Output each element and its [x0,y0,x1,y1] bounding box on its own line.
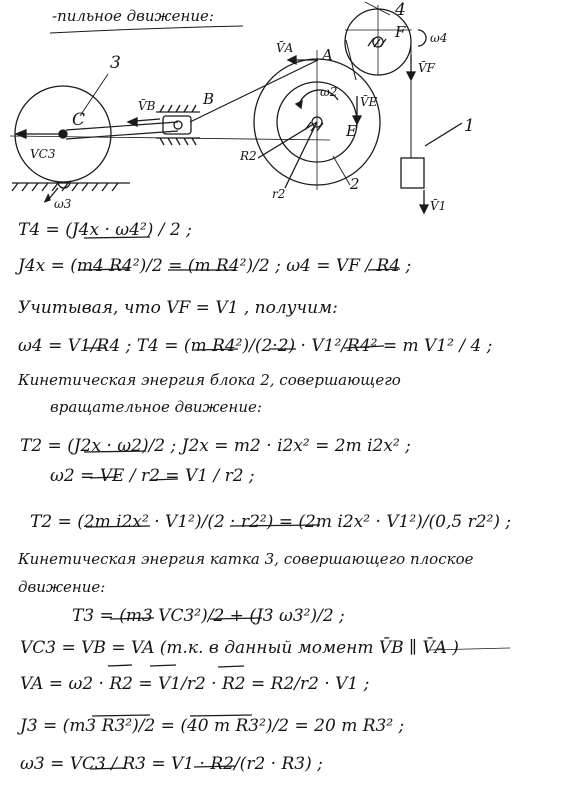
label-vb: V̄B [138,99,156,113]
text-line-5: Кинетическая энергия блока 2, совершающего [18,371,401,389]
formula-line-8: ω2 = VE / r2 = V1 / r2 ; [50,466,255,486]
label-2: 2 [350,175,360,193]
formula-line-13: VC3 = VB = VA (т.к. в данный момент V̄B ∥ V̄A ) [20,638,459,658]
label-1: 1 [464,116,475,136]
label-F: F [395,23,406,41]
formula-line-7: T2 = (J2x · ω2)/2 ; J2x = m2 · i2x² = 2m i2x² ; [20,436,411,456]
formula-line-2: J4x = (m4 R4²)/2 = (m R4²)/2 ; ω4 = VF / R4 ; [18,256,412,276]
label-r2-small: r2 [272,187,286,201]
label-vf: V̄F [418,61,435,75]
label-v1: V̄1 [430,199,447,213]
text-line-6: вращательное движение: [50,398,262,416]
label-w3: ω3 [54,197,72,211]
formula-line-12: T3 = (m3 VC3²)/2 + (J3 ω3²)/2 ; [72,606,345,626]
formula-line-1: T4 = (J4x · ω4²) / 2 ; [18,220,192,240]
label-va: V̄A [276,41,294,55]
formula-line-4: ω4 = V1/R4 ; T4 = (m R4²)/(2·2) · V1²/R4² = m V1² / 4 ; [18,336,493,356]
formula-line-15: J3 = (m3 R3²)/2 = (40 m R3²)/2 = 20 m R3² ; [20,716,405,736]
text-line-11: движение: [18,578,106,596]
label-4: 4 [395,0,406,20]
formula-line-14: VA = ω2 · R2 = V1/r2 · R2 = R2/r2 · V1 ; [20,674,370,694]
label-C: C [72,110,86,130]
heading-top: -пильное движение: [52,7,214,25]
label-A: A [322,46,333,64]
text-line-3: Учитывая, что VF = V1 , получим: [18,298,338,318]
label-B: B [203,90,215,108]
label-r2-big: R2 [240,149,257,163]
formula-line-16: ω3 = VC3 / R3 = V1 · R2/(r2 · R3) ; [20,754,323,774]
text-line-10: Кинетическая энергия катка 3, совершающего плоское [18,550,474,568]
label-vc3: VC3 [30,147,56,161]
formula-line-9: T2 = (2m i2x² · V1²)/(2 · r2²) = (2m i2x² · V1²)/(0,5 r2²) ; [30,512,512,532]
label-3: 3 [110,53,121,73]
label-w4: ω4 [430,31,448,45]
label-E: E [346,122,357,140]
label-w2: ω2 [320,85,338,99]
label-ve: V̄E [360,95,378,109]
weight-1 [401,158,424,188]
